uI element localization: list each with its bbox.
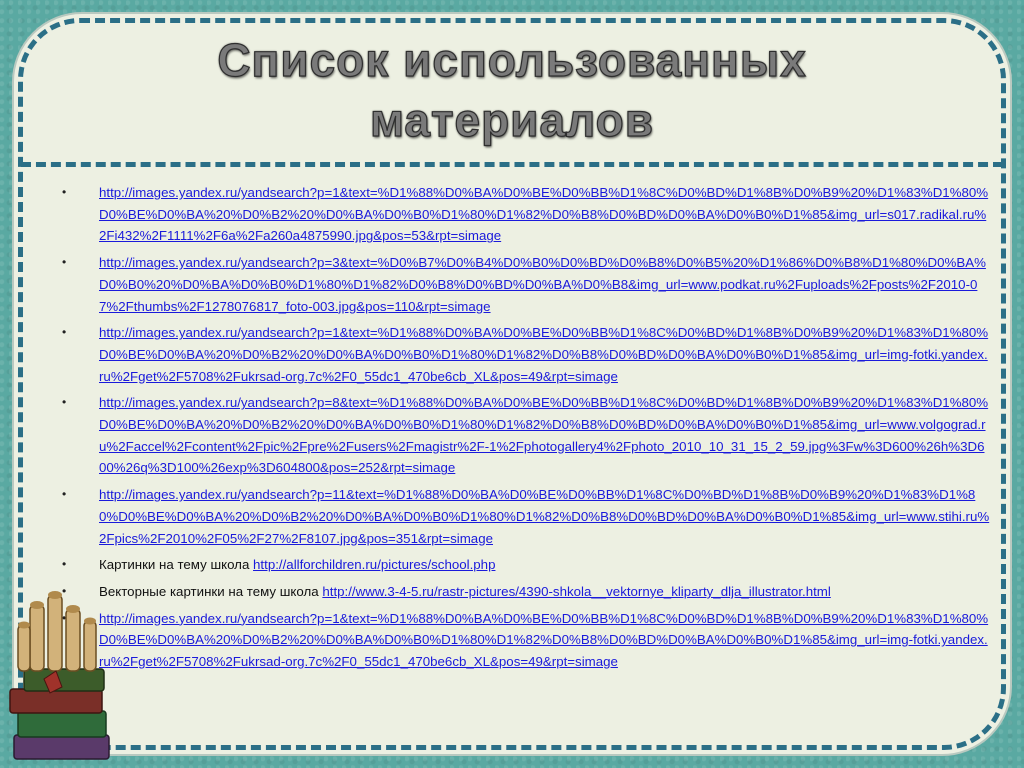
bullet-icon: • — [62, 395, 67, 410]
list-item — [62, 322, 990, 387]
reference-link[interactable]: http://images.yandex.ru/yandsearch?p=1&text=%D1%88%D0%BA%D0%BE%D0%BB%D1%8C%D0%BD%D1%8B%D0%B9%20%D1%83%D1%80%D0%BE%D0%BA%20%D0%B2%20%D0%BA%D0%B0%D1%80%D1%82%D0%B8%D0%BD%D0%BA%D0%B0%D1%85&img_url=img-fotki.yandex.ru%2Fget%2F5708%2Fukrsad-org.7c%2F0_55dc1_470be6cb_XL&pos=49&rpt=simage — [99, 610, 989, 670]
bullet-icon: • — [62, 185, 67, 199]
list-item — [62, 484, 990, 549]
reference-link[interactable]: http://images.yandex.ru/yandsearch?p=3&text=%D0%B7%D0%B4%D0%B0%D0%BD%D0%B8%D0%B5%20%D1%86%D0%B8%D1%80%D0%BA%D0%B0%20%D0%BA%D0%B0%D1%80%D1%82%D0%B8%D0%BD%D0%BA%D0%B8&img_url=www.podkat.ru%2Fuploads%2Fposts%2F2010-07%2Fthumbs%2F1278076817_foto-003.jpg&pos=110&rpt=simage — [99, 255, 986, 314]
item-prefix: Векторные картинки на тему школа — [99, 583, 323, 599]
reference-link[interactable]: http://www.3-4-5.ru/rastr-pictures/4390-shkola__vektornye_kliparty_dlja_illustrator.html — [322, 583, 831, 599]
bullet-icon: • — [62, 557, 67, 572]
title-divider — [21, 162, 1003, 167]
reference-link[interactable]: http://images.yandex.ru/yandsearch?p=8&text=%D1%88%D0%BA%D0%BE%D0%BB%D1%8C%D0%BD%D1%8B%D0%B9%20%D1%83%D1%80%D0%BE%D0%BA%20%D0%B2%20%D0%BA%D0%B0%D1%80%D1%82%D0%B8%D0%BD%D0%BA%D0%B0%D1%85&img_url=www.volgograd.ru%2Faccel%2Fcontent%2Fpic%2Fpre%2Fusers%2Fmagistr%2F-1%2Fphotogallery4%2Fphoto_2010_10_31_15_2_59.jpg%3Fw%3D600%26h%3D600%26q%3D100%26exp%3D604800&pos=252&rpt=simage — [99, 395, 989, 476]
reference-link[interactable]: http://images.yandex.ru/yandsearch?p=1&text=%D1%88%D0%BA%D0%BE%D0%BB%D1%8C%D0%BD%D1%8B%D0%B9%20%D1%83%D1%80%D0%BE%D0%BA%20%D0%B2%20%D0%BA%D0%B0%D1%80%D1%82%D0%B8%D0%BD%D0%BA%D0%B0%D1%85&img_url=img-fotki.yandex.ru%2Fget%2F5708%2Fukrsad-org.7c%2F0_55dc1_470be6cb_XL&pos=49&rpt=simage — [99, 325, 989, 384]
item-prefix: Картинки на тему школа — [99, 557, 254, 573]
bullet-icon: • — [62, 487, 67, 502]
list-item — [62, 252, 990, 317]
bullet-icon: • — [62, 255, 67, 270]
reference-link[interactable]: http://images.yandex.ru/yandsearch?p=11&text=%D1%88%D0%BA%D0%BE%D0%BB%D1%8C%D0%BD%D1%8B%D0%B9%20%D1%83%D1%80%D0%BE%D0%BA%20%D0%B2%20%D0%BA%D0%B0%D1%80%D1%82%D0%B8%D0%BD%D0%BA%D0%B0%D1%85&img_url=www.stihi.ru%2Fpics%2F2010%2F05%2F27%2F8107.jpg&pos=351&rpt=simage — [99, 487, 990, 546]
list-item — [62, 392, 990, 479]
bullet-icon: • — [62, 583, 67, 598]
reference-link[interactable]: http://allforchildren.ru/pictures/school.php — [253, 557, 496, 573]
list-item — [62, 581, 990, 603]
bullet-icon: • — [62, 325, 67, 340]
list-item — [62, 182, 990, 247]
bullet-icon: • — [62, 610, 67, 625]
books-and-scrolls-icon — [4, 585, 124, 765]
list-item — [62, 608, 990, 673]
list-item — [62, 554, 990, 576]
reference-link[interactable]: http://images.yandex.ru/yandsearch?p=1&text=%D1%88%D0%BA%D0%BE%D0%BB%D1%8C%D0%BD%D1%8B%D0%B9%20%D1%83%D1%80%D0%BE%D0%BA%20%D0%B2%20%D0%BA%D0%B0%D1%80%D1%82%D0%B8%D0%BD%D0%BA%D0%B0%D1%85&img_url=s017.radikal.ru%2Fi432%2F1111%2F6a%2Fa260a4875990.jpg&pos=53&rpt=simage — [99, 185, 989, 244]
slide-title: Список использованных материалов — [217, 34, 807, 146]
references-list — [62, 182, 990, 678]
